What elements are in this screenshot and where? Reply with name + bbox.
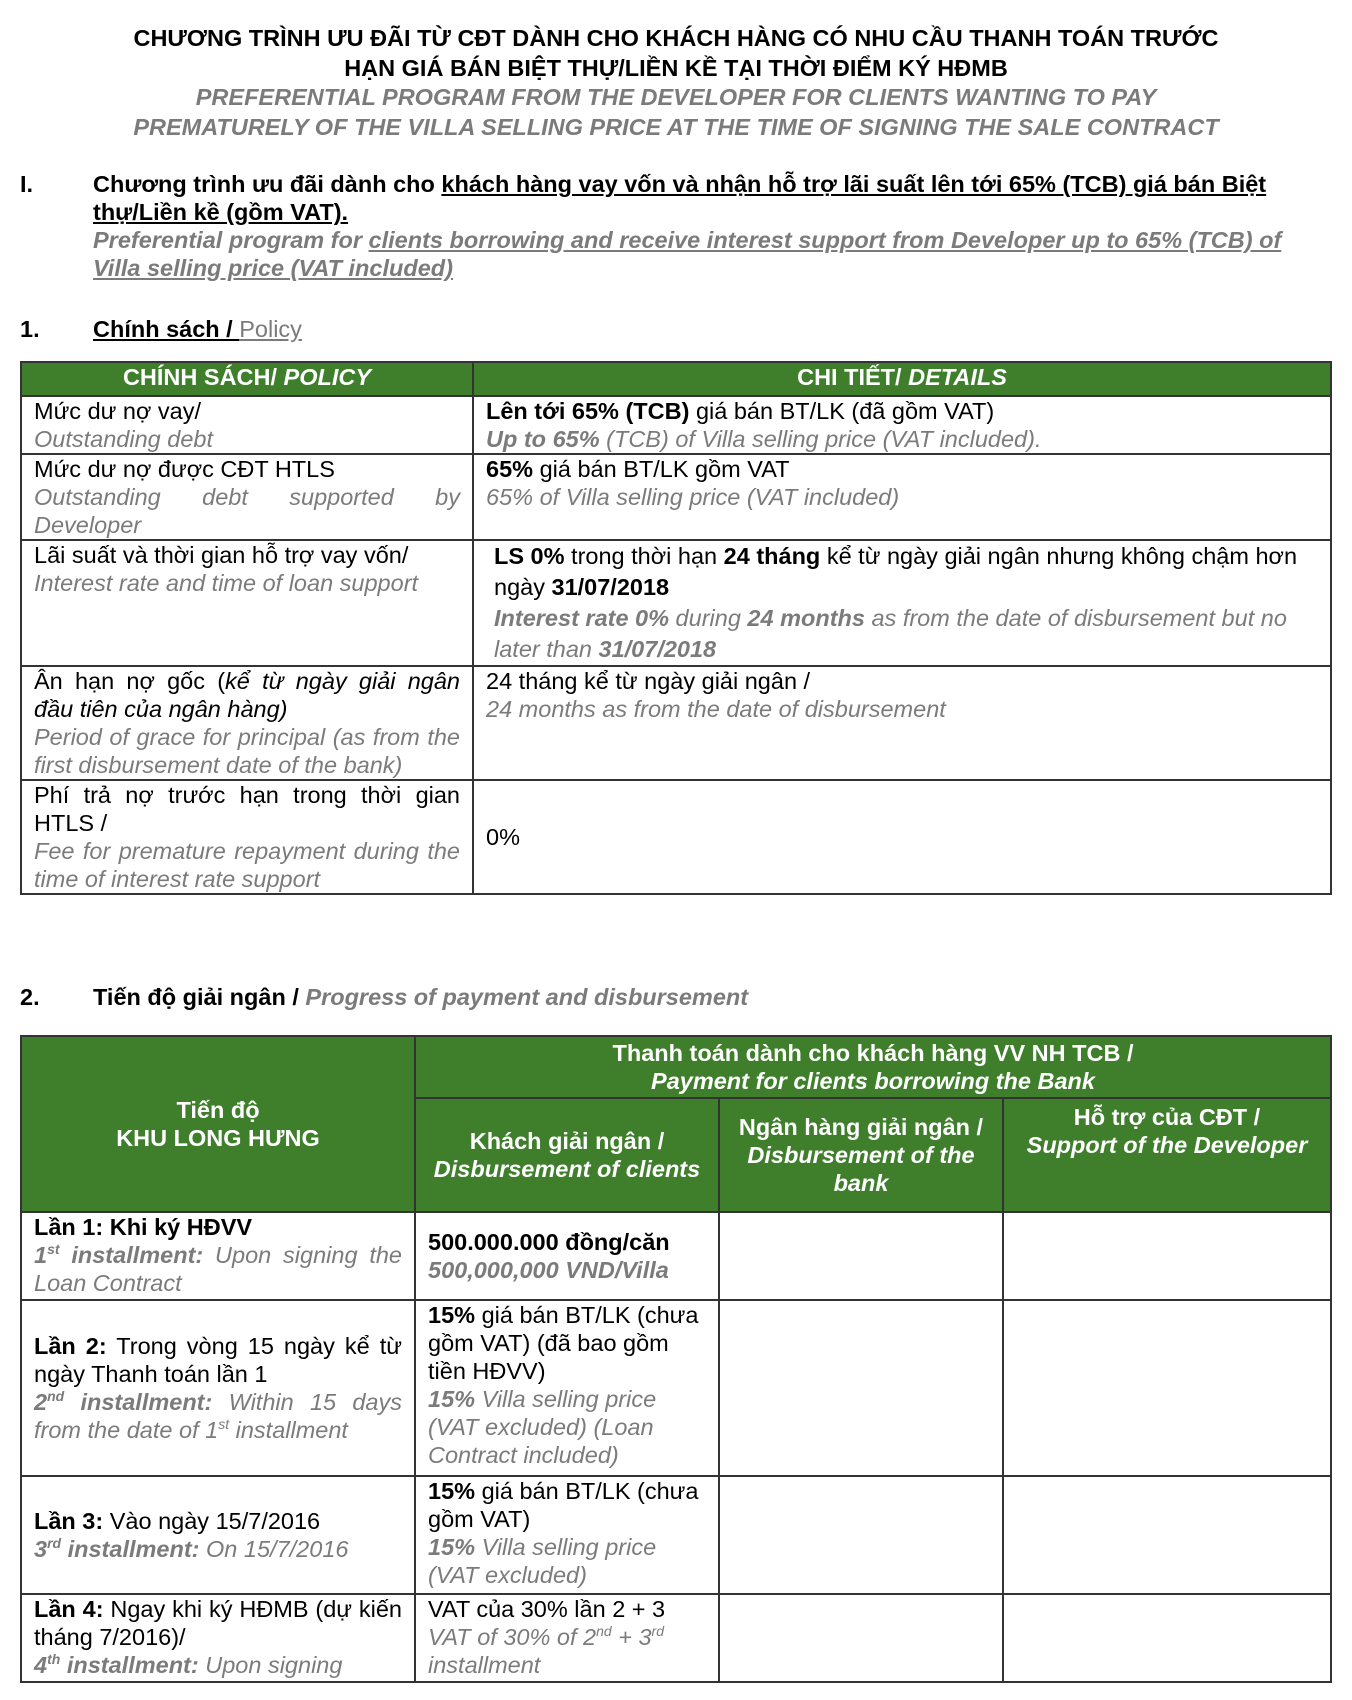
- details-en: 65% of Villa selling price (VAT included): [486, 484, 900, 510]
- installment-cell: [21, 1476, 415, 1594]
- installment-num: 3: [34, 1536, 48, 1562]
- installment-en-sup: st: [218, 1416, 230, 1433]
- progress-heading-number: 2.: [20, 984, 40, 1010]
- progress-header-row-1: [21, 1036, 1331, 1098]
- client-disbursement-cell: [415, 1476, 719, 1594]
- details-en-bold: 31/07/2018: [598, 636, 717, 662]
- details-en-text: as from the date of disbursement but no later than: [494, 605, 1287, 662]
- title-en-line1: PREFERENTIAL PROGRAM FROM THE DEVELOPER FOR CLIENTS WANTING TO PAY: [195, 84, 1157, 110]
- policy-label-en: Outstanding debt supported by Developer: [34, 484, 460, 538]
- details-vn-text: kể từ ngày giải ngân nhưng không chậm hơn ngày: [494, 543, 1298, 600]
- policy-label-en: Interest rate and time of loan support: [34, 570, 419, 596]
- progress-table: [20, 1035, 1332, 1683]
- bank-disbursement-header: [719, 1098, 1003, 1212]
- policy-cell: [21, 540, 473, 666]
- bank-disbursement-vn: Ngân hàng giải ngân /: [738, 1114, 984, 1140]
- developer-support-vn: Hỗ trợ của CĐT /: [1073, 1104, 1261, 1130]
- installment-sup: rd: [47, 1535, 62, 1552]
- installment-vn-bold: Lần 3:: [34, 1508, 104, 1534]
- installment-label-en: [34, 1388, 402, 1444]
- progress-heading: [20, 984, 748, 1011]
- policy-label-vn: Mức dư nợ được CĐT HTLS: [34, 456, 335, 482]
- title-en-line2: PREMATURELY OF THE VILLA SELLING PRICE AT THE TIME OF SIGNING THE SALE CONTRACT: [133, 113, 1219, 140]
- table-row: [21, 1300, 1331, 1476]
- installment-vn-text: Trong vòng 15 ngày kể từ ngày Thanh toán lần 1: [34, 1333, 402, 1387]
- policy-column-header: [21, 362, 473, 396]
- details-cell: [473, 666, 1331, 780]
- client-amount-en: [428, 1385, 706, 1469]
- policy-heading-number: 1.: [20, 316, 40, 342]
- policy-label-en: Outstanding debt: [34, 426, 213, 452]
- policy-label-vn: [34, 667, 460, 723]
- section-1-vn-underlined: khách hàng vay vốn và nhận hỗ trợ lãi suất lên tới 65% (TCB) giá bán Biệt thự/Liền kề (gồm VAT).: [93, 171, 1267, 225]
- developer-support-cell: [1003, 1594, 1331, 1682]
- section-1-vn: [93, 170, 1288, 226]
- installment-en-bold: installment:: [60, 1652, 199, 1678]
- table-row: [21, 1476, 1331, 1594]
- client-amount-en-b: + 3: [611, 1624, 652, 1650]
- installment-label-en: [34, 1241, 402, 1297]
- table-row: [21, 1594, 1331, 1682]
- details-vn: 24 tháng kể từ ngày giải ngân /: [486, 668, 811, 694]
- installment-vn-text: Vào ngày 15/7/2016: [103, 1508, 321, 1534]
- installment-en-text: On 15/7/2016: [199, 1536, 349, 1562]
- developer-support-en: Support of the Developer: [1026, 1132, 1308, 1158]
- section-1-en-prefix: Preferential program for: [93, 227, 369, 253]
- payment-group-header: [415, 1036, 1331, 1098]
- details-cell: [473, 396, 1331, 454]
- details-vn-bold: Lên tới 65% (TCB): [486, 398, 690, 424]
- installment-en-bold: installment:: [61, 1536, 200, 1562]
- details-en: [486, 425, 1318, 453]
- installment-label-vn: [34, 1595, 402, 1651]
- client-amount-text: giá bán BT/LK (chưa gồm VAT) (đã bao gồm tiền HĐVV): [428, 1302, 699, 1384]
- details-en-bold: Interest rate 0%: [494, 605, 670, 631]
- progress-heading-vn: Tiến độ giải ngân /: [93, 984, 306, 1010]
- policy-label-vn: Lãi suất và thời gian hỗ trợ vay vốn/: [34, 542, 409, 568]
- client-disbursement-en: Disbursement of clients: [433, 1156, 701, 1182]
- details-vn-bold: 24 tháng: [723, 543, 821, 569]
- section-1-number: I.: [20, 171, 34, 197]
- client-amount-en: 500,000,000 VND/Villa: [428, 1257, 669, 1283]
- installment-en-text: Upon signing: [198, 1652, 343, 1678]
- details-vn: [494, 541, 1330, 603]
- client-amount-en: [428, 1533, 706, 1589]
- client-disbursement-cell: [415, 1300, 719, 1476]
- table-row: [21, 1212, 1331, 1300]
- table-row: [21, 540, 1331, 666]
- bank-disbursement-cell: [719, 1212, 1003, 1300]
- policy-label-en: Fee for premature repayment during the time of interest rate support: [34, 838, 460, 892]
- policy-label-vn: Phí trả nợ trước hạn trong thời gian HTLS /: [34, 782, 460, 836]
- details-header-en: DETAILS: [908, 364, 1007, 390]
- progress-column-header: [21, 1036, 415, 1212]
- installment-cell: [21, 1300, 415, 1476]
- policy-cell: [21, 666, 473, 780]
- installment-label-vn: [34, 1332, 402, 1388]
- details-value: 0%: [486, 824, 520, 850]
- installment-sup: th: [47, 1651, 61, 1668]
- installment-vn-bold: Lần 4:: [34, 1596, 104, 1622]
- policy-label-vn-b: kể từ ngày giải ngân đầu tiên của ngân hàng): [34, 668, 460, 722]
- details-en-bold: 24 months: [747, 605, 865, 631]
- client-amount-en: [428, 1623, 706, 1679]
- policy-cell: [21, 454, 473, 540]
- installment-num: 4: [34, 1652, 48, 1678]
- section-1-heading: [20, 170, 1282, 282]
- details-vn: [486, 455, 1318, 483]
- developer-support-header: [1003, 1098, 1331, 1212]
- installment-sup: nd: [47, 1388, 65, 1405]
- client-amount-en-bold: 15%: [428, 1534, 476, 1560]
- policy-cell: [21, 396, 473, 454]
- progress-heading-en: Progress of payment and disbursement: [305, 984, 749, 1010]
- details-en: 24 months as from the date of disbursement: [486, 696, 946, 722]
- installment-label-en: [34, 1651, 402, 1679]
- policy-heading-vn: Chính sách /: [93, 316, 240, 342]
- table-row: [21, 666, 1331, 780]
- policy-header-vn: CHÍNH SÁCH/: [122, 364, 284, 390]
- details-column-header: [473, 362, 1331, 396]
- installment-vn-text: Ngay khi ký HĐMB (dự kiến tháng 7/2016)/: [34, 1596, 402, 1650]
- installment-sup: st: [47, 1241, 60, 1258]
- client-amount-en-text: Villa selling price (VAT excluded) (Loan Contract included): [428, 1386, 657, 1468]
- client-disbursement-cell: [415, 1594, 719, 1682]
- section-1-vn-prefix: Chương trình ưu đãi dành cho: [93, 171, 442, 197]
- client-amount-en-sup2: rd: [651, 1623, 664, 1640]
- payment-group-en: Payment for clients borrowing the Bank: [651, 1068, 1095, 1094]
- details-vn-text: giá bán BT/LK gồm VAT: [533, 456, 790, 482]
- details-cell: [473, 540, 1331, 666]
- client-amount-en-bold: 15%: [428, 1386, 476, 1412]
- details-vn-bold: 65%: [486, 456, 534, 482]
- installment-en-tail: installment: [229, 1417, 348, 1443]
- details-vn-text: giá bán BT/LK (đã gồm VAT): [689, 398, 995, 424]
- client-amount-en-text: Villa selling price (VAT excluded): [428, 1534, 657, 1588]
- table-row: [21, 396, 1331, 454]
- client-amount-bold: 15%: [428, 1302, 476, 1328]
- client-amount-en-sup1: nd: [596, 1623, 612, 1640]
- title-vn-line1: CHƯƠNG TRÌNH ƯU ĐÃI TỪ CĐT DÀNH CHO KHÁCH HÀNG CÓ NHU CẦU THANH TOÁN TRƯỚC: [133, 25, 1219, 51]
- policy-label-vn: Mức dư nợ vay/: [34, 398, 202, 424]
- client-disbursement-header: [415, 1098, 719, 1212]
- developer-support-cell: [1003, 1300, 1331, 1476]
- client-amount-vn: [428, 1301, 706, 1385]
- client-amount-bold: 15%: [428, 1478, 476, 1504]
- details-en-bold: Up to 65%: [486, 426, 600, 452]
- installment-num: 1: [34, 1242, 48, 1268]
- installment-label-vn: Lần 1: Khi ký HĐVV: [34, 1214, 253, 1240]
- policy-heading-en: Policy: [239, 316, 302, 342]
- policy-label-vn-a: Ân hạn nợ gốc (: [34, 668, 226, 694]
- policy-header-en: POLICY: [283, 364, 372, 390]
- section-1-en-underlined: clients borrowing and receive interest support from Developer up to 65% (TCB) of Villa selling price (VAT included): [93, 227, 1282, 281]
- installment-num: 2: [34, 1389, 48, 1415]
- installment-en-text: Upon signing the Loan Contract: [34, 1242, 402, 1296]
- installment-en-text: Within 15 days from the date of 1: [34, 1389, 402, 1443]
- details-cell: [473, 780, 1331, 894]
- bank-disbursement-cell: [719, 1476, 1003, 1594]
- developer-support-cell: [1003, 1476, 1331, 1594]
- client-amount-en-c: installment: [428, 1652, 541, 1678]
- details-en-text: during: [669, 605, 748, 631]
- details-en: [494, 603, 1330, 665]
- client-disbursement-cell: [415, 1212, 719, 1300]
- policy-table-header: [21, 362, 1331, 396]
- table-row: [21, 780, 1331, 894]
- details-vn-bold: 31/07/2018: [551, 574, 670, 600]
- policy-heading: [20, 316, 302, 343]
- client-amount-en-a: VAT of 30% of 2: [428, 1624, 597, 1650]
- client-amount-vn: [428, 1477, 706, 1533]
- installment-cell: [21, 1212, 415, 1300]
- developer-support-cell: [1003, 1212, 1331, 1300]
- bank-disbursement-cell: [719, 1300, 1003, 1476]
- bank-disbursement-cell: [719, 1594, 1003, 1682]
- installment-label-en: [34, 1535, 402, 1563]
- installment-en-bold: installment:: [59, 1242, 204, 1268]
- policy-cell: [21, 780, 473, 894]
- installment-vn-bold: Lần 2:: [34, 1333, 107, 1359]
- payment-group-vn: Thanh toán dành cho khách hàng VV NH TCB /: [612, 1040, 1134, 1066]
- details-en-text: (TCB) of Villa selling price (VAT included).: [599, 426, 1042, 452]
- bank-disbursement-en: Disbursement of the bank: [747, 1142, 975, 1196]
- client-amount-text: giá bán BT/LK (chưa gồm VAT): [428, 1478, 699, 1532]
- client-disbursement-vn: Khách giải ngân /: [469, 1128, 665, 1154]
- title-vn-line2: HẠN GIÁ BÁN BIỆT THỰ/LIỀN KỀ TẠI THỜI ĐIỂM KÝ HĐMB: [344, 54, 1008, 81]
- progress-col-line1: Tiến độ: [176, 1097, 260, 1123]
- client-amount-vn: 500.000.000 đồng/căn: [428, 1229, 670, 1255]
- policy-table: [20, 361, 1332, 895]
- client-amount-vn: VAT của 30% lần 2 + 3: [428, 1596, 666, 1622]
- details-vn-bold: LS 0%: [494, 543, 565, 569]
- installment-cell: [21, 1594, 415, 1682]
- section-1-en: [93, 226, 1288, 282]
- progress-col-line2: KHU LONG HƯNG: [116, 1125, 320, 1151]
- details-header-vn: CHI TIẾT/: [797, 364, 909, 390]
- installment-label-vn: [34, 1507, 402, 1535]
- installment-en-bold: installment:: [64, 1389, 213, 1415]
- details-cell: [473, 454, 1331, 540]
- document-title: [60, 24, 1292, 142]
- policy-label-en: Period of grace for principal (as from the first disbursement date of the bank): [34, 724, 460, 778]
- table-row: [21, 454, 1331, 540]
- details-vn-text: trong thời hạn: [564, 543, 724, 569]
- details-vn: [486, 397, 1318, 425]
